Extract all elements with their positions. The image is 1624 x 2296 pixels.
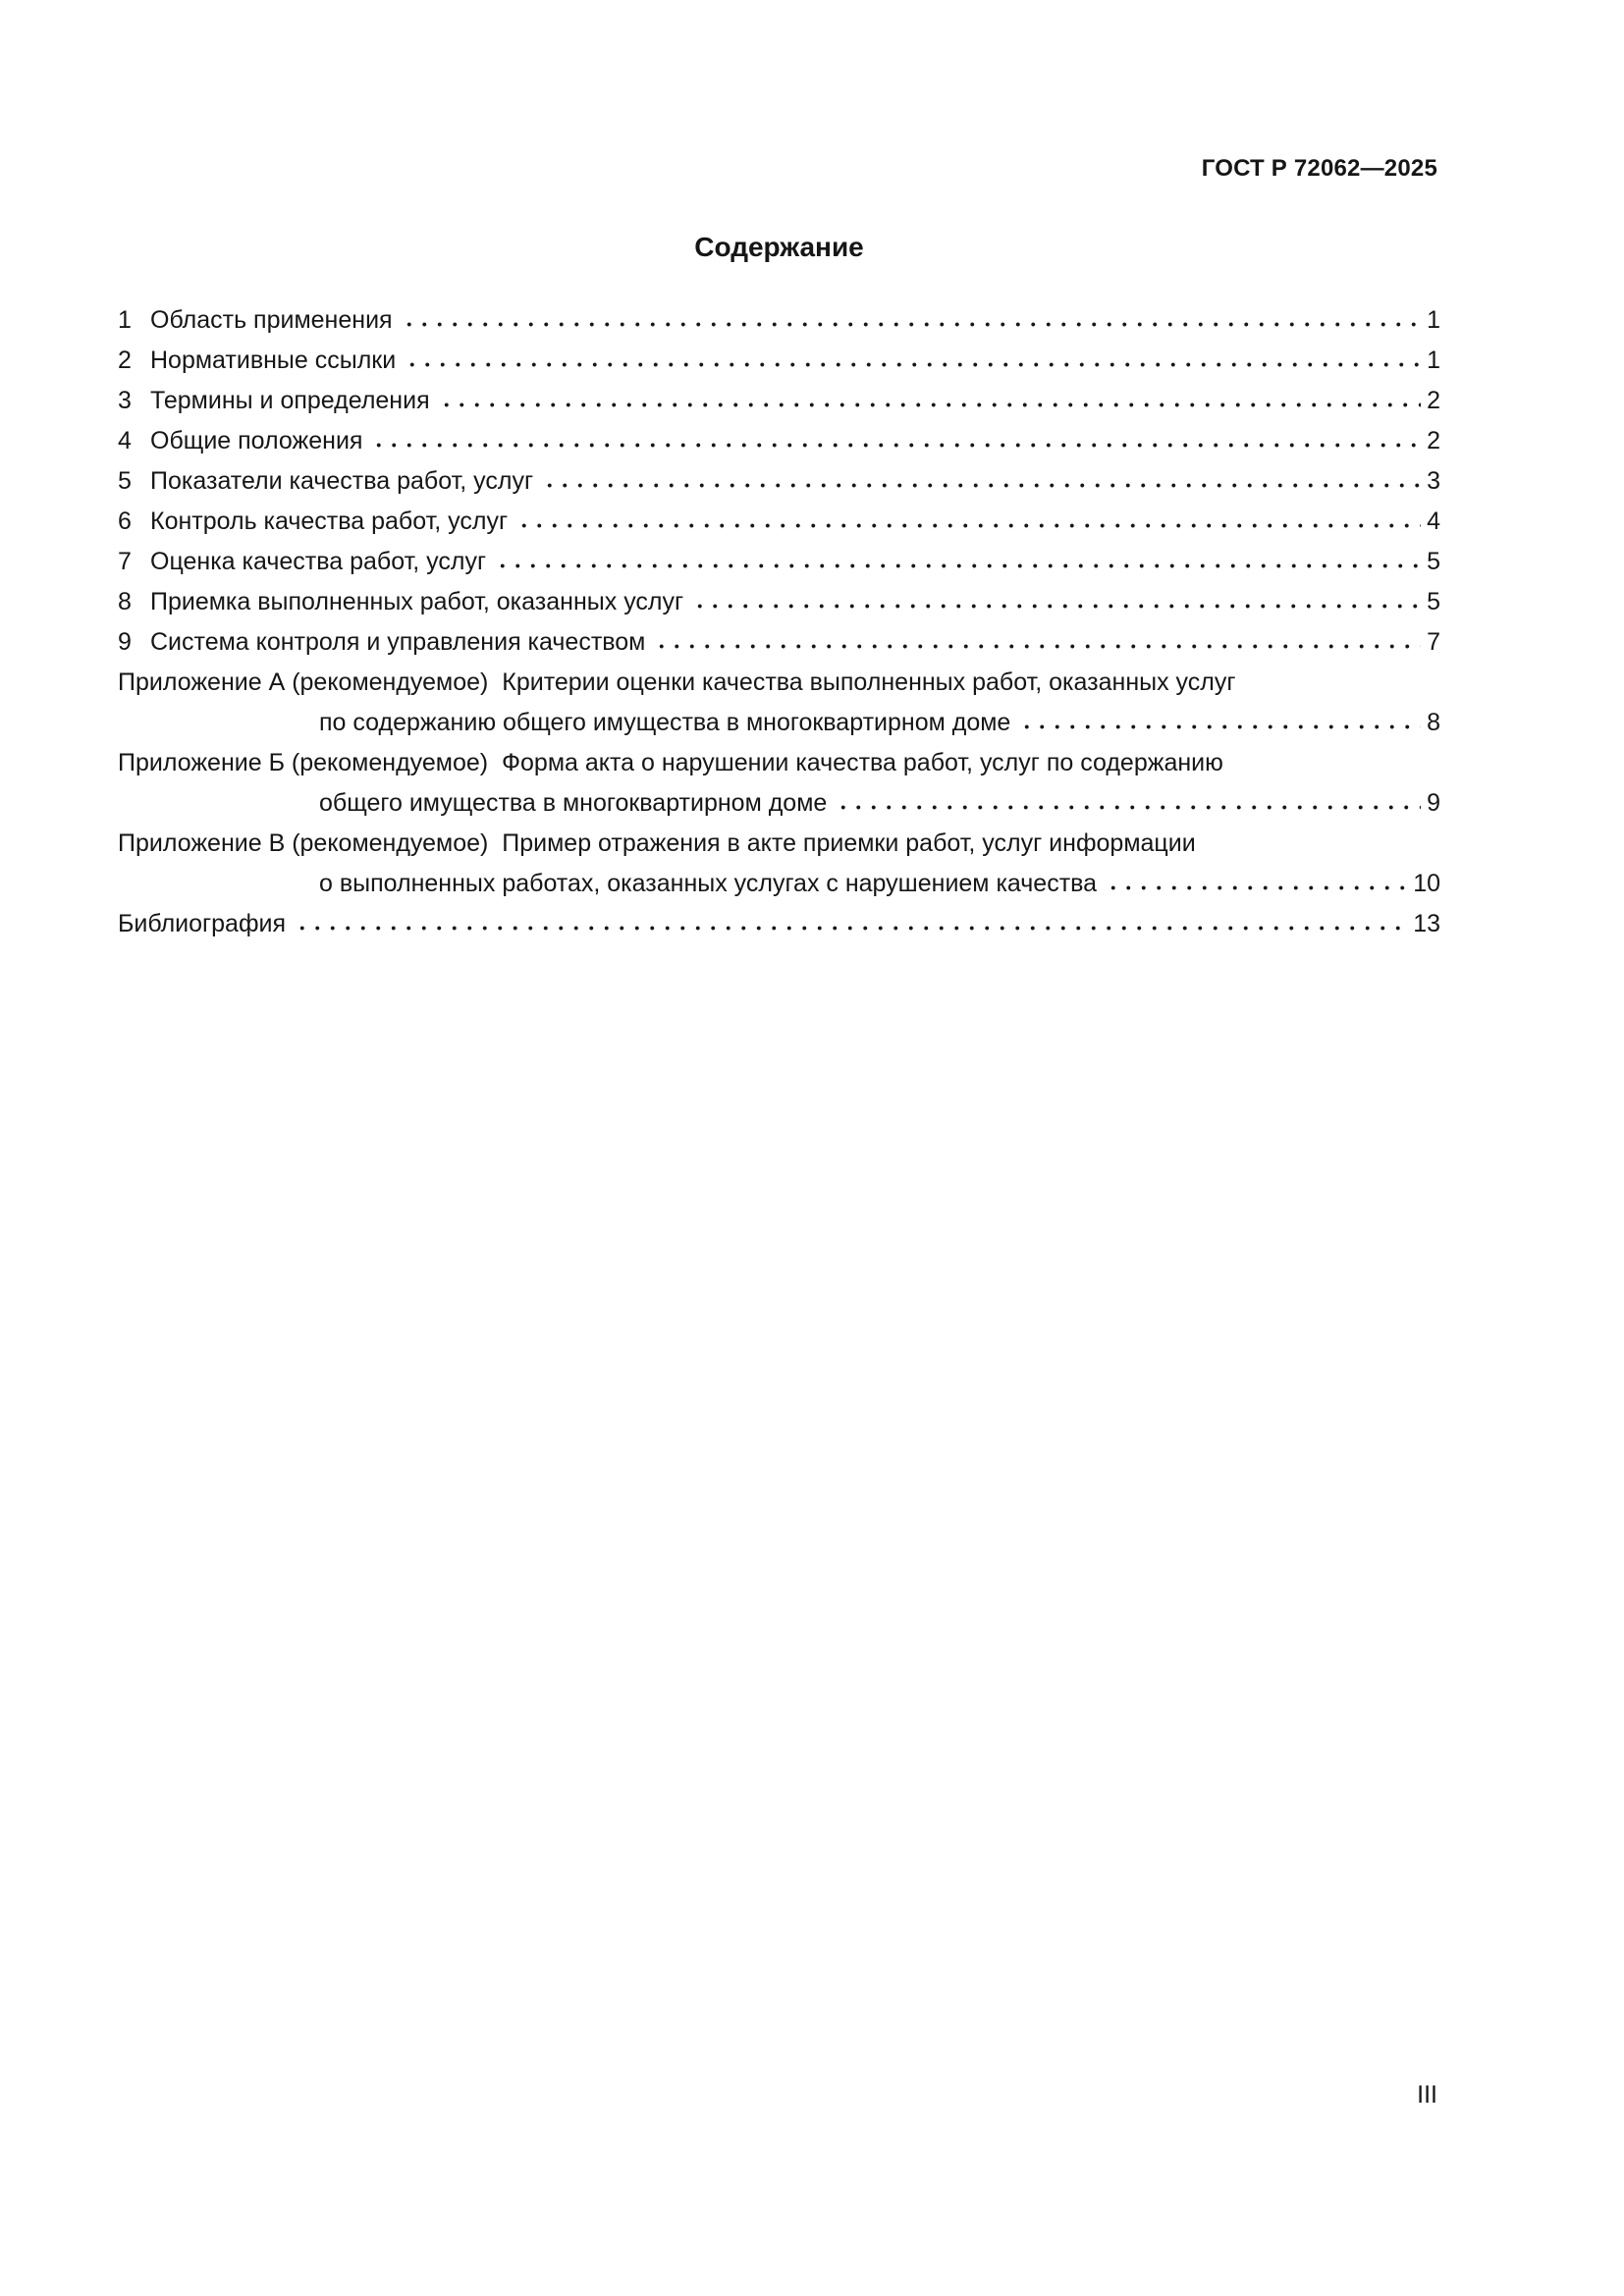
toc-entry-number: 4 — [118, 427, 132, 454]
toc-entry — [118, 542, 1440, 582]
dot-leader — [1017, 710, 1421, 730]
dot-leader — [834, 790, 1421, 811]
toc-entry — [118, 582, 1440, 622]
dot-leader — [403, 347, 1421, 368]
toc-entry — [118, 663, 1440, 743]
page-content — [118, 232, 1440, 944]
toc-entry — [118, 421, 1440, 461]
toc-entry-title: Система контроля и управления качеством — [150, 628, 646, 656]
toc-entry-title: Общие положения — [150, 427, 363, 454]
dot-leader — [437, 388, 1421, 408]
dot-leader — [690, 589, 1421, 610]
toc-entry-number: 8 — [118, 588, 132, 615]
toc-entry-title: Приемка выполненных работ, оказанных услуг — [150, 588, 684, 615]
toc-entry-continuation: о выполненных работах, оказанных услугах с нарушением качества — [319, 870, 1098, 897]
document-header: ГОСТ Р 72062—2025 — [1201, 155, 1437, 182]
toc-entry-title: Нормативные ссылки — [150, 347, 397, 374]
toc-entry-continuation: общего имущества в многоквартирном доме — [319, 789, 828, 817]
toc-entry-title: Библиография — [118, 910, 287, 937]
toc-entry — [118, 341, 1440, 381]
dot-leader — [514, 508, 1421, 529]
dot-leader — [540, 468, 1421, 489]
toc-entry-title: Оценка качества работ, услуг — [150, 548, 487, 575]
toc-entry-page: 1 — [1427, 306, 1440, 334]
toc-entry-line2 — [118, 864, 1440, 904]
toc-entry-number: 7 — [118, 548, 132, 575]
toc-entry — [118, 904, 1440, 944]
toc-entry-page: 4 — [1427, 507, 1440, 535]
toc-entry — [118, 300, 1440, 341]
dot-leader — [493, 549, 1421, 569]
toc-entry-title: Термины и определения — [150, 387, 430, 414]
toc-entry-page: 5 — [1427, 548, 1440, 575]
toc-entry — [118, 461, 1440, 502]
toc-entry-number: 5 — [118, 467, 132, 495]
toc-entry-page: 2 — [1427, 387, 1440, 414]
toc-entry-number: 3 — [118, 387, 132, 414]
toc-entry-number: 2 — [118, 347, 132, 374]
toc-entry-title: Показатели качества работ, услуг — [150, 467, 534, 495]
page-title: Содержание — [694, 232, 864, 262]
toc-entry-number: 1 — [118, 306, 132, 334]
toc-entry-line2 — [118, 783, 1440, 824]
toc-entry-page: 7 — [1427, 628, 1440, 656]
toc-entry-page: 2 — [1427, 427, 1440, 454]
toc-entry — [118, 381, 1440, 421]
page-number: III — [1417, 2081, 1437, 2109]
toc-entry-number: 6 — [118, 507, 132, 535]
toc-entry-continuation: по содержанию общего имущества в многоквартирном доме — [319, 709, 1011, 736]
toc-entry — [118, 824, 1440, 904]
toc-entry-title: Контроль качества работ, услуг — [150, 507, 509, 535]
toc-entry — [118, 622, 1440, 663]
dot-leader — [400, 307, 1422, 328]
toc-entry-page: 3 — [1427, 467, 1440, 495]
toc-entry-page: 1 — [1427, 347, 1440, 374]
toc-entry — [118, 743, 1440, 824]
toc-entry-page: 5 — [1427, 588, 1440, 615]
toc-entry-page: 8 — [1427, 709, 1440, 736]
toc-entry-title: Приложение Б (рекомендуемое) Форма акта о нарушении качества работ, услуг по содержанию — [118, 749, 1223, 776]
toc-entry-title: Область применения — [150, 306, 393, 334]
toc-entry-line2 — [118, 703, 1440, 743]
toc-entry — [118, 502, 1440, 542]
toc-entry-title: Приложение А (рекомендуемое) Критерии оценки качества выполненных работ, оказанных услуг — [118, 668, 1236, 696]
toc-entry-page: 10 — [1413, 870, 1440, 897]
toc-entry-title: Приложение В (рекомендуемое) Пример отражения в акте приемки работ, услуг информации — [118, 829, 1196, 857]
dot-leader — [652, 629, 1421, 650]
dot-leader — [1104, 871, 1407, 891]
dot-leader — [293, 911, 1407, 932]
table-of-contents — [118, 300, 1440, 944]
toc-entry-page: 13 — [1413, 910, 1440, 937]
dot-leader — [369, 428, 1421, 449]
toc-entry-number: 9 — [118, 628, 132, 656]
toc-entry-page: 9 — [1427, 789, 1440, 817]
